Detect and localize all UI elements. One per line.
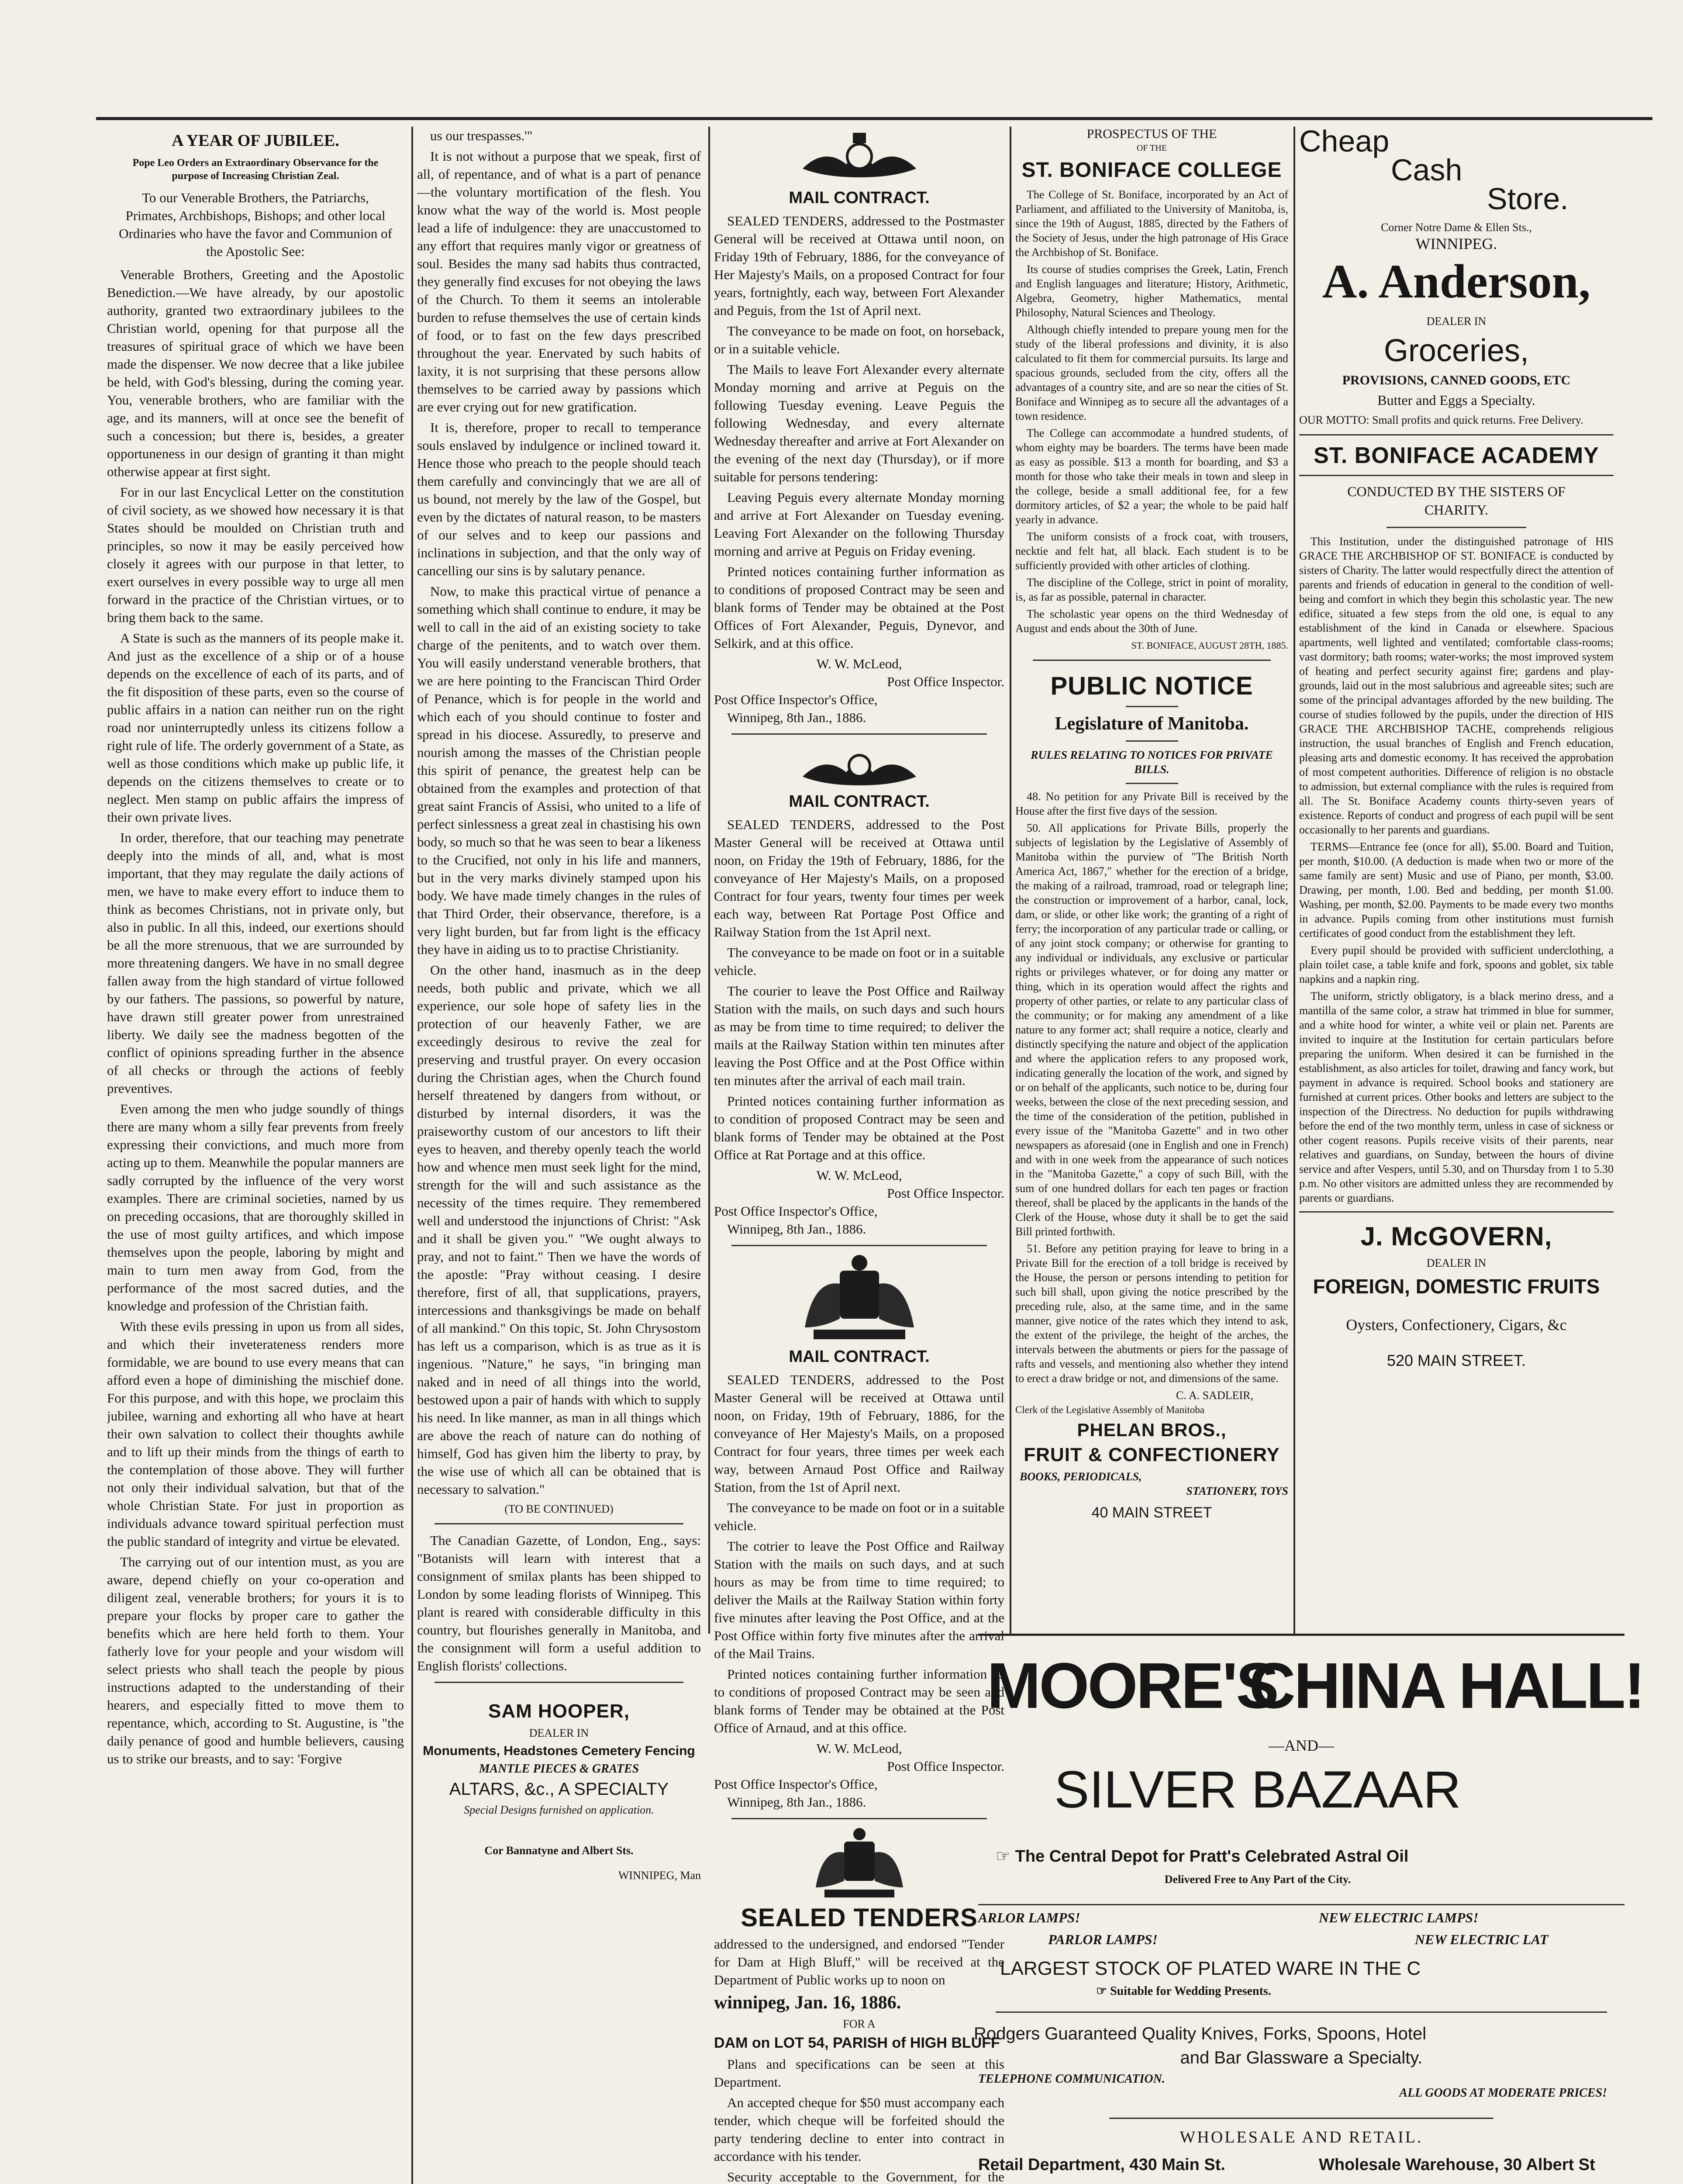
signer-role: Post Office Inspector.: [887, 1759, 1004, 1774]
mail-title: MAIL CONTRACT.: [789, 792, 930, 811]
divider: [435, 1523, 683, 1524]
pointing-hand-icon: ☞: [996, 1847, 1015, 1866]
college-stamp: ST. BONIFACE, AUGUST 28TH, 1885.: [1131, 640, 1288, 651]
paragraph: Leaving Peguis every alternate Monday morning and arrive at Fort Alexander on Tuesday evening. Leaving Fort Alexander on the following Thursday morning and arrive at Peguis on Friday evening.: [714, 490, 1004, 559]
paragraph: The courier to leave the Post Office and Railway Station with the mails, on such days and such hours as may be from time to time required; to deliver the mails at the Railway Station within ten minutes after leaving the Post Office and at the Post Office within ten minutes after the arrival of each mail train.: [714, 983, 1004, 1088]
hooper-line1: Monuments, Headstones Cemetery Fencing: [423, 1744, 695, 1758]
parlor-lamps-1: ARLOR LAMPS!: [978, 1910, 1080, 1925]
article-title: A YEAR OF JUBILEE.: [172, 131, 339, 150]
store-corner: Corner Notre Dame & Ellen Sts.,: [1381, 221, 1532, 234]
paragraph: Plans and specifications can be seen at this Department.: [714, 2056, 1004, 2090]
paragraph: A State is such as the manners of its people make it. And just as the excellence of a ship or of a house depends on the excellence of each of its parts, and of the fit disposition of these parts, even so the course of public affairs in a nation can neither run on the right road nor uninterruptedly unless its citizens follow a right rule of life. The orderly government of a State, as well as those conditions which make up public life, it depends on the citizens themselves to create or to neglect. Men stamp on public affairs the impress of their own private lives.: [107, 630, 404, 825]
divider: [1299, 434, 1614, 435]
glassware-line: and Bar Glassware a Specialty.: [1180, 2048, 1423, 2067]
column-divider: [1293, 127, 1295, 1634]
divider: [1386, 527, 1526, 528]
office: Post Office Inspector's Office,: [714, 1203, 878, 1219]
tenders-for: FOR A: [843, 2018, 876, 2030]
store-ads: [1299, 127, 1614, 1621]
royal-coat-of-arms-icon: [803, 1826, 916, 1901]
divider: [996, 2011, 1607, 2013]
paragraph: Printed notices containing further information as to conditions of proposed Contract may be seen and blank forms of Tender may be obtained at the Post Offices of Fort Alexander, Peguis, Dynevor, and Selkirk, and at this office.: [714, 564, 1004, 651]
paragraph: The uniform consists of a frock coat, with trousers, necktie and felt hat, all black. Each student is to be sufficiently provided with other articles of clothing.: [1015, 530, 1288, 572]
paragraph: The discipline of the College, strict in point of morality, is, as far as possible, paternal in character.: [1015, 576, 1288, 603]
paragraph: Even among the men who judge soundly of things there are many whom a silly fear prevents from freely expressing their convictions, and much more from acting up to them. Meanwhile the popular manners are sadly corrupted by the influence of the very worst examples. There are criminal societies, named by us on preceding occasions, that are thoroughly skilled in the use of most guilty artifices, and which impose themselves upon the people, laboring by might and main to turn men away from God, from the performance of the most sacred duties, and the knowledge and profession of the Christian faith.: [107, 1101, 404, 1313]
mail-title: MAIL CONTRACT.: [789, 189, 930, 207]
signer: W. W. McLeod,: [816, 656, 902, 671]
paragraph: For in our last Encyclical Letter on the constitution of civil society, as we showed how necessary it is that States should be moulded on Christian truth and principles, so now it may be easily perceived how closely it agrees with our purpose in that letter, to exert ourselves in every possible way to urge all men forward in the practice of the Christian virtues, or to bring them back to the same.: [107, 484, 404, 625]
paragraph: The Mails to leave Fort Alexander every alternate Monday morning and arrive at Peguis on the following Tuesday evening. Leave Peguis the following Wednesday, and every alternate Wednesday thereafter and arrive at Fort Alexander on the evening of the next day (Thursday), or if more suitable for persons tendering:: [714, 362, 1004, 484]
of-the-label: OF THE: [1136, 143, 1167, 153]
groceries-label: Groceries,: [1383, 333, 1529, 368]
public-notice-title: PUBLIC NOTICE: [1050, 672, 1253, 700]
hooper-line4: Special Designs furnished on application.: [464, 1804, 654, 1816]
clerk-signer: C. A. SADLEIR,: [1176, 1389, 1253, 1402]
mcgovern-address: 520 MAIN STREET.: [1386, 1351, 1526, 1369]
rodgers-line: Rodgers Guaranteed Quality Knives, Forks, Spoons, Hotel: [974, 2024, 1427, 2043]
divider: [978, 1904, 1624, 1905]
college-title: ST. BONIFACE COLLEGE: [1021, 159, 1282, 182]
paragraph: It is, therefore, proper to recall to temperance souls enslaved by indulgence or inclined toward it. Hence those who preach to the people should teach them carefully and convincingly that we are all of us bound, not merely by the law of the Gospel, but even by the dictates of natural reason, to be masters of our selves and to keep our passions and inclinations in subjection, and that the only way of cancelling our sins is by salutary penance.: [417, 420, 701, 578]
electric-lamps-2: NEW ELECTRIC LAT: [1415, 1932, 1548, 1947]
plated-ware-line: LARGEST STOCK OF PLATED WARE IN THE C: [1000, 1958, 1421, 1979]
store-label: Store.: [1487, 182, 1569, 216]
divider: [1126, 740, 1178, 742]
anderson-dealer: DEALER IN: [1426, 315, 1486, 328]
rules-heading: RULES RELATING TO NOTICES FOR PRIVATE BILLS.: [1031, 749, 1273, 776]
mcgovern-fruits: FOREIGN, DOMESTIC FRUITS: [1313, 1275, 1600, 1298]
paragraph: SEALED TENDERS, addressed to the Post Master General will be received at Ottawa until noon, on Friday the 19th of February, 1886, for the conveyance of Her Majesty's Mails, on a proposed Contract for four years, twenty four times per week each way, between Rat Portage Post Office and Railway Station from the 1st April next.: [714, 817, 1004, 940]
phelan-books: BOOKS, PERIODICALS,: [1020, 1470, 1142, 1483]
paragraph: Security acceptable to the Government, for the: [727, 2169, 1004, 2184]
hooper-line2: MANTLE PIECES & GRATES: [479, 1762, 639, 1776]
paragraph: SEALED TENDERS, addressed to the Post Master General will be received at Ottawa until noon, on Friday, 19th of February, 1886, for the conveyance of Her Majesty's Mails, on a proposed Contract for four years, three times per week each way, between Arnaud Post Office and Railway Station, from the 1st of April next.: [714, 1372, 1004, 1495]
phelan-stationery: STATIONERY, TOYS: [1186, 1485, 1288, 1497]
divider: [435, 1682, 683, 1683]
paragraph: The conveyance to be made on foot or in a suitable vehicle.: [714, 1500, 1004, 1533]
paragraph: This Institution, under the distinguished patronage of HIS GRACE THE ARCHBISHOP OF ST. BONIFACE is conducted by sisters of Charity. The latter would respectfully direct the attention of parents and friends of education in general to the condition of well-being and comfort in which they begin this scholastic year. The new edifice, situated a few steps from the old one, is equal to any establishment of the kind in Canada or elsewhere. Spacious apartments, well lighted and ventilated; comfortable class-rooms; vast dormitory; bath rooms; water-works; the most improved system of heating and perfect security against fire; gardens and play-grounds, laid out in the most salubrious and agreeable sites; such are some of the principal advantages afforded by the new building. The course of studies followed by the pupils, under the direction of HIS GRACE THE ARCHBISHOP TACHE, comprehends religious instruction, the usual branches of English and French education, pleasing arts and domestic economy. It has received the approbation of most competent authorities. Difference of religion is no obstacle to admission, but external compliance with the rules is required from all. The St. Boniface Academy counts thirty-seven years of existence. Reports of conduct and progress of each pupil will be sent occasionally to her parents and guardians.: [1299, 535, 1614, 836]
legislature-title: Legislature of Manitoba.: [1055, 714, 1249, 734]
telephone-line: TELEPHONE COMMUNICATION.: [978, 2072, 1165, 2086]
article-jubilee-continued: [417, 127, 701, 2184]
goods-line: ALL GOODS AT MODERATE PRICES!: [1399, 2086, 1607, 2100]
column-divider: [411, 127, 413, 2184]
depot-line: [996, 1846, 1624, 1866]
divider: [731, 733, 987, 735]
paragraph: The College can accommodate a hundred students, of whom eighty may be boarders. The terms have been made as easy as possible. $13 a month for boarding, and $3 a month for those who take their meals in town and sleep in the college, beside a small additional fee, for a few dormitory articles, of $2 a year; the whole to be paid half yearly in advance.: [1015, 427, 1288, 526]
paragraph: Its course of studies comprises the Greek, Latin, French and English languages and literature; History, Arithmetic, Algebra, Geometry, higher Mathematics, mental Philosophy, Natural Sciences and Theology.: [1015, 263, 1288, 319]
mcgovern-dealer: DEALER IN: [1426, 1257, 1486, 1269]
depot-text: The Central Depot for Pratt's Celebrated Astral Oil: [1015, 1847, 1409, 1866]
royal-arms-icon: [794, 129, 925, 186]
divider: [731, 1245, 987, 1246]
paragraph: The carrying out of our intention must, as you are aware, depend chiefly on your co-operation and diligent zeal, venerable brothers; for yours it is to prepare your flocks by proper care to gather the benefits which are here held forth to them. Your fatherly love for your people and your wisdom will select priests who shall teach the people by pious instructions adapted to the understanding of their hearers, and especially fitted to move them to repentance, which, according to St. Augustine, is "the daily penance of good and humble believers, causing us to strike our breasts, and to say: 'Forgive: [107, 1554, 404, 1766]
hooper-line3: ALTARS, &c., A SPECIALTY: [449, 1780, 669, 1799]
paragraph: It is not without a purpose that we speak, first of all, of repentance, and of what is a part of penance—the voluntary mortification of the flesh. You know what the way of the world is. Most people lead a life of indulgence: they are unaccustomed to any effort that requires manly vigor or greatness of soul. Besides the many sad habits thus contracted, they generally find excuses for not obeying the laws of the Church. To them it seems an intolerable burden to refuse themselves the use of certain kinds of food, or to fast on the few days prescribed throughout the year. Enervated by such habits of laxity, it is not surprising that these persons allow themselves to be carried away by passions which are ever crying out for new gratification.: [417, 149, 701, 415]
top-rule: [96, 117, 1652, 120]
paragraph: The conveyance to be made on foot or in a suitable vehicle.: [714, 945, 1004, 978]
provisions-label: PROVISIONS, CANNED GOODS, ETC: [1342, 373, 1571, 387]
column-divider: [708, 127, 710, 1634]
paragraph: Venerable Brothers, Greeting and the Apostolic Benediction.—We have already, by our apostolic authority, granted two extraordinary jubilees to the Christian world, opening for that purpose all the treasures of spiritual grace of which we have been made the dispenser. We now decree that a like jubilee be held, with God's blessing, during the coming year. You, venerable brothers, who are familiar with the age, and its manners, will at once see the benefit of such a concession; but there is, besides, a greater opportuneness in our design of granting it than might otherwise appear at first sight.: [107, 267, 404, 479]
paragraph: TERMS—Entrance fee (once for all), $5.00. Board and Tuition, per month, $10.00. (A deduction is made when two or more of the same family are sent) Music and use of Piano, per month, $3.00. Drawing, per month, 1.00. Bed and bedding, per month $1.00. Washing, per month, $2.00. Payments to be made every two months in advance. Pupils coming from other institutions must furnish certificates of good conduct from the establishment they left.: [1299, 840, 1614, 940]
paragraph: With these evils pressing in upon us from all sides, and which their inveterateness renders more formidable, we are bound to use every means that can afford even a hope of diminishing the mischief done. For this purpose, and with this hope, we proclaim this jubilee, warning and exhorting all who have at heart their own salvation to collect their thoughts awhile and to lift up their minds from the things of earth to the contemplation of those above. They will further not only their individual salvation, but that of the whole Christian State. For just in proportion as individuals advance toward spiritual perfection must the public standard of integrity and virtue be elevated.: [107, 1319, 404, 1549]
divider: [1299, 475, 1614, 476]
paragraph: The scholastic year opens on the third Wednesday of August and ends about the 30th of June.: [1015, 608, 1288, 635]
academy-title: ST. BONIFACE ACADEMY: [1314, 443, 1599, 468]
paragraph: Printed notices containing further information as to conditions of proposed Contract may be seen and blank forms of Tender may be obtained at the Post Office of Arnaud, and at this office.: [714, 1666, 1004, 1735]
college-and-notices: [1015, 127, 1288, 1621]
hall-label: HALL!: [1459, 1650, 1644, 1722]
tenders-intro: addressed to the undersigned, and endorsed "Tender for Dam at High Bluff," will be received at the Department of Public works up to noon on: [714, 1936, 1004, 1987]
paragraph: Every pupil should be provided with sufficient underclothing, a plain toilet case, a table knife and fork, spoons and goblet, six table napkins and a napkin ring.: [1299, 944, 1614, 985]
wedding-text: Suitable for Wedding Presents.: [1110, 1984, 1271, 1998]
royal-coat-of-arms-icon: [787, 1253, 931, 1345]
pointing-hand-icon: ☞: [1096, 1984, 1111, 1998]
paragraph: The conveyance to be made on foot, on horseback, or in a suitable vehicle.: [714, 323, 1004, 356]
hooper-line6: WINNIPEG, Man: [618, 1869, 701, 1882]
paragraph: The cotrier to leave the Post Office and Railway Station with the mails on such days, and at such hours as may be from time to time required; to deliver the Mails at the Railway Station within forty five minutes after leaving the Post Office, and at the Post Office within forty five minutes after the arrival of the Mail Trains.: [714, 1538, 1004, 1661]
china-label: CHINA: [1249, 1650, 1445, 1722]
tenders-title: SEALED TENDERS: [741, 1904, 978, 1932]
paragraph: 50. All applications for Private Bills, properly the subjects of legislation by the Legislative of Assembly of Manitoba within the purview of "The British North America Act, 1867," whether for the erection of a bridge, the making of a railroad, tramroad, road or telegraph line; the construction or improvement of a harbor, canal, lock, dam, or slide, or other like work; the granting of a right of ferry; the incorporation of any particular trade or calling, or of any joint stock company; or otherwise for granting to any individual or individuals, any exclusive or particular rights or privileges whatever, or for doing any matter or thing, which in its operation would affect the rights and property of other parties, or relate to any particular class of the community; or for making any amendment of a like nature to any former act; shall require a notice, clearly and distinctly specifying the nature and object of the application and where the application refers to any proposed work, indicating generally the location of the work, and signed by or on behalf of the applicants, such notice to be, during four weeks, between the close of the next preceding session, and the time of the consideration of the petition, published in every issue of the "Manitoba Gazette" and in two other newspapers as aforesaid (one in English and one in French) and with in one week from the appearance of such notices in the "Manitoba Gazette," a copy of such Bill, with the sum of one hundred dollars for each ten pages or fraction thereof, shall be placed by the applicants in the hands of the Clerk of the House, whose duty it shall be to get the said Bill printed forthwith.: [1015, 822, 1288, 1238]
continued-note: (TO BE CONTINUED): [504, 1503, 614, 1515]
date: Winnipeg, 8th Jan., 1886.: [727, 1221, 866, 1237]
paragraph: 48. No petition for any Private Bill is received by the House after the first five days of the session.: [1015, 790, 1288, 817]
lamps-lines: [978, 1910, 1624, 1958]
cheap-label: Cheap: [1299, 127, 1390, 158]
paragraph: us our trespasses.'": [430, 128, 533, 143]
signer: W. W. McLeod,: [816, 1168, 902, 1183]
paragraph: On the other hand, inasmuch as in the deep needs, both public and private, which we all experience, our sole hope of safety lies in the protection of our heavenly Father, we are exceedingly desirous to revive the zeal for preserving and trustful prayer. On every occasion during the Christian ages, when the Church found herself threatened by dangers from without, or disturbed by internal disorders, it was the praiseworthy custom of our ancestors to lift their eyes to heaven, and thereby openly teach the world how and whence men must seek light for the mind, strength for the will and such assistance as the necessity of the times require. They remembered well and understood the injunctions of Christ: "Ask and it shall be given you." "We ought always to pray, and not to faint." Then we have the words of the apostle: "Pray without ceasing. I desire therefore, first of all, that supplications, prayers, intercessions and thanksgivings be made on behalf of all mankind." On this topic, St. John Chrysostom has left us a comparison, which is as true as it is ingenious. "Nature," he says, "in bringing man naked and in need of all things into the world, bestowed upon a pair of hands with which to supply his need. In like manner, as man in all things which are above the reach of nature can do nothing of himself, God has given him the liberty to pray, by the wise use of which all can be obtained that is necessary to salvation.": [417, 962, 701, 1497]
store-city: WINNIPEG.: [1415, 235, 1497, 252]
phelan-name: PHELAN BROS.,: [1077, 1420, 1227, 1440]
article-address: To our Venerable Brothers, the Patriarchs, Primates, Archbishops, Bishops; and other local Ordinaries who have the favor and Communion of the Apostolic See:: [119, 190, 392, 259]
divider: [1126, 783, 1178, 784]
retail-department: Retail Department, 430 Main St.: [978, 2156, 1225, 2174]
mcgovern-name: J. McGOVERN,: [1360, 1222, 1552, 1251]
paragraph: The College of St. Boniface, incorporated by an Act of Parliament, and affiliated to the University of Manitoba, is, since the 19th of August, 1885, directed by the Fathers of the Society of Jesus, under the high patronage of His Grace the Archbishop of St. Boniface.: [1015, 188, 1288, 259]
butter-label: Butter and Eggs a Specialty.: [1377, 392, 1535, 408]
electric-lamps-1: NEW ELECTRIC LAMPS!: [1319, 1910, 1479, 1925]
hooper-ad: [417, 1700, 701, 1883]
signer-role: Post Office Inspector.: [887, 674, 1004, 689]
paragraph: An accepted cheque for $50 must accompany each tender, which cheque will be forfeited should the party tendering decline to enter into contract in accordance with his tender.: [714, 2095, 1004, 2164]
store-motto: OUR MOTTO: Small profits and quick returns. Free Delivery.: [1299, 414, 1583, 426]
article-jubilee: [107, 127, 404, 1770]
office: Post Office Inspector's Office,: [714, 692, 878, 707]
china-hall-ad: [974, 1634, 1644, 2184]
divider: [1109, 2118, 1493, 2119]
hooper-dealer: DEALER IN: [529, 1727, 589, 1739]
parlor-lamps-2: PARLOR LAMPS!: [1048, 1932, 1158, 1947]
academy-conducted: CONDUCTED BY THE SISTERS OF CHARITY.: [1347, 484, 1566, 518]
hooper-name: SAM HOOPER,: [488, 1700, 630, 1722]
paragraph: Now, to make this practical virtue of penance a something which shall continue to endure, it may be well to call in the aid of an existing society to take charge of the penitents, and to watch over them. You will easily understand venerable brothers, that we are here pointing to the Franciscan Third Order of Penance, which is for people in the world and which each of you should continue to foster and spread in his diocese. Assuredly, to preserve and nourish among the masses of the Christian people this spirit of penance, the greatest help can be obtained from the examples and protection of that great saint Francis of Assisi, who united to a life of perfect sinlessness a great zeal in chastising his own body, so much so that he was seen to bear a likeness to the Crucified, not only in his life and manners, but in the very marks divinely stamped upon his body. We have made timely changes in the rules of that Third Order, their observance, therefore, is a very light burden, but far from light is the efficacy they have in aiding us to to practise Christianity.: [417, 584, 701, 957]
tenders-date: winnipeg, Jan. 16, 1886.: [714, 1993, 901, 2013]
signer-role: Post Office Inspector.: [887, 1185, 1004, 1201]
office: Post Office Inspector's Office,: [714, 1776, 878, 1792]
clerk-title: Clerk of the Legislative Assembly of Manitoba: [1015, 1404, 1205, 1415]
wholesale-line: WHOLESALE AND RETAIL.: [1179, 2128, 1423, 2146]
delivered-line: Delivered Free to Any Part of the City.: [1164, 1873, 1351, 1886]
phelan-fruit: FRUIT & CONFECTIONERY: [1024, 1444, 1280, 1465]
moores-label: MOORE'S: [987, 1650, 1278, 1722]
and-label: —AND—: [1269, 1737, 1334, 1754]
divider: [1033, 660, 1271, 661]
article-subtitle: Pope Leo Orders an Extraordinary Observance for the purpose of Increasing Christian Zeal.: [132, 157, 379, 182]
royal-arms-icon: [794, 742, 925, 790]
signer: W. W. McLeod,: [816, 1741, 902, 1756]
departments-line: [978, 2156, 1624, 2182]
phelan-address: 40 MAIN STREET: [1091, 1504, 1212, 1521]
date: Winnipeg, 8th Jan., 1886.: [727, 1794, 866, 1810]
mail-title: MAIL CONTRACT.: [789, 1348, 930, 1366]
wedding-line: [1096, 1984, 1624, 1998]
paragraph: The uniform, strictly obligatory, is a black merino dress, and a mantilla of the same color, a straw hat trimmed in blue for summer, and a white hood for winter, a white veil or plain net. Parents are invited to inquire at the Institution for certain particulars before preparing the uniform. When desired it can be furnished in the establishment, as also articles for toilet, drawing and fancy work, but payment in advance is required. School books and stationery are furnished at current prices. Other books and letters are subject to the inspection of the Directress. No deduction for pupils withdrawing before the end of the two monthly term, unless in case of sickness or other cogent reasons. Pupils receive visits of their parents, near relatives and guardians, on Sunday, between the hours of divine service and after Vespers, until 5.30, and on Thursday from 1 to 5.30 p.m. No other visitors are admitted unless they are recommended by parents or guardians.: [1299, 990, 1614, 1204]
paragraph: Printed notices containing further information as to condition of proposed Contract may be seen and blank forms of Tender may be obtained at the Post Office at Rat Portage and at this office.: [714, 1093, 1004, 1162]
date: Winnipeg, 8th Jan., 1886.: [727, 710, 866, 725]
wholesale-warehouse: Wholesale Warehouse, 30 Albert St: [1319, 2156, 1595, 2174]
mcgovern-oysters: Oysters, Confectionery, Cigars, &c: [1346, 1316, 1567, 1334]
divider: [1126, 706, 1178, 707]
cash-label: Cash: [1391, 153, 1462, 187]
prospectus-label: PROSPECTUS OF THE: [1086, 127, 1217, 141]
paragraph: 51. Before any petition praying for leave to bring in a Private Bill for the erection of a toll bridge is received by the House, the person or persons intending to petition for such bill shall, upon giving the notice prescribed by the preceding rule, also, at the same time, and in the same manner, give notice of the rates which they intend to ask, the extent of the privilege, the height of the arches, the intervals between the abutments or piers for the passage of rafts and vessels, and mentioning also whether they intend to erect a draw bridge or not, and dimensions of the same.: [1015, 1242, 1288, 1385]
paragraph: In order, therefore, that our teaching may penetrate deeply into the minds of all, and, what is most important, that they may regulate the daily actions of men, we have to make every effort to induce them to think as becomes Christians, not in private only, but also in public. In all this, indeed, our exertions should be all the more strenuous, that we are surrounded by more threatening dangers. We have in no small degree fallen away from the high standard of virtue followed by our fathers. The passions, so powerful by nature, have drawn still greater power from unrestrained liberty. We daily see the madness begotten of the conflict of opinions spreading further in the absence of all checks or through the actions of feebly preventives.: [107, 830, 404, 1096]
silver-bazaar-label: SILVER BAZAAR: [1054, 1760, 1461, 1819]
tenders-lot: DAM on LOT 54, PARISH of HIGH BLUFF: [714, 2035, 1000, 2051]
divider: [1299, 1211, 1614, 1213]
paragraph: SEALED TENDERS, addressed to the Postmaster General will be received at Ottawa until noon, on Friday 19th of February, 1886, for the conveyance of Her Majesty's Mails, on a proposed Contract for four years, fortnightly, each way, between Fort Alexander and Peguis, from the 1st of April next.: [714, 213, 1004, 318]
cheap-cash-store: [1299, 127, 1614, 216]
hooper-line5: Cor Bannatyne and Albert Sts.: [484, 1844, 634, 1857]
paragraph: Although chiefly intended to prepare young men for the study of the liberal professions and divinity, it is also calculated to fit them for commercial pursuits. Its large and spacious grounds, secluded from the city, offers all the advantages of a country site, and are so near the cities of St. Boniface and Winnipeg as to secure all the advantages of a town residence.: [1015, 323, 1288, 422]
china-hall-header: [978, 1649, 1644, 1732]
anderson-name: A. Anderson,: [1322, 255, 1591, 308]
column-divider: [1010, 127, 1011, 1634]
gazette-item: The Canadian Gazette, of London, Eng., says: "Botanists will learn with interest that a consignment of smilax plants has been shipped to London by some leading florists of Winnipeg. This plant is reared with considerable difficulty in this country, but flourishes generally in Manitoba, and the consignment will form a useful addition to English florists' collections.: [417, 1533, 701, 1673]
